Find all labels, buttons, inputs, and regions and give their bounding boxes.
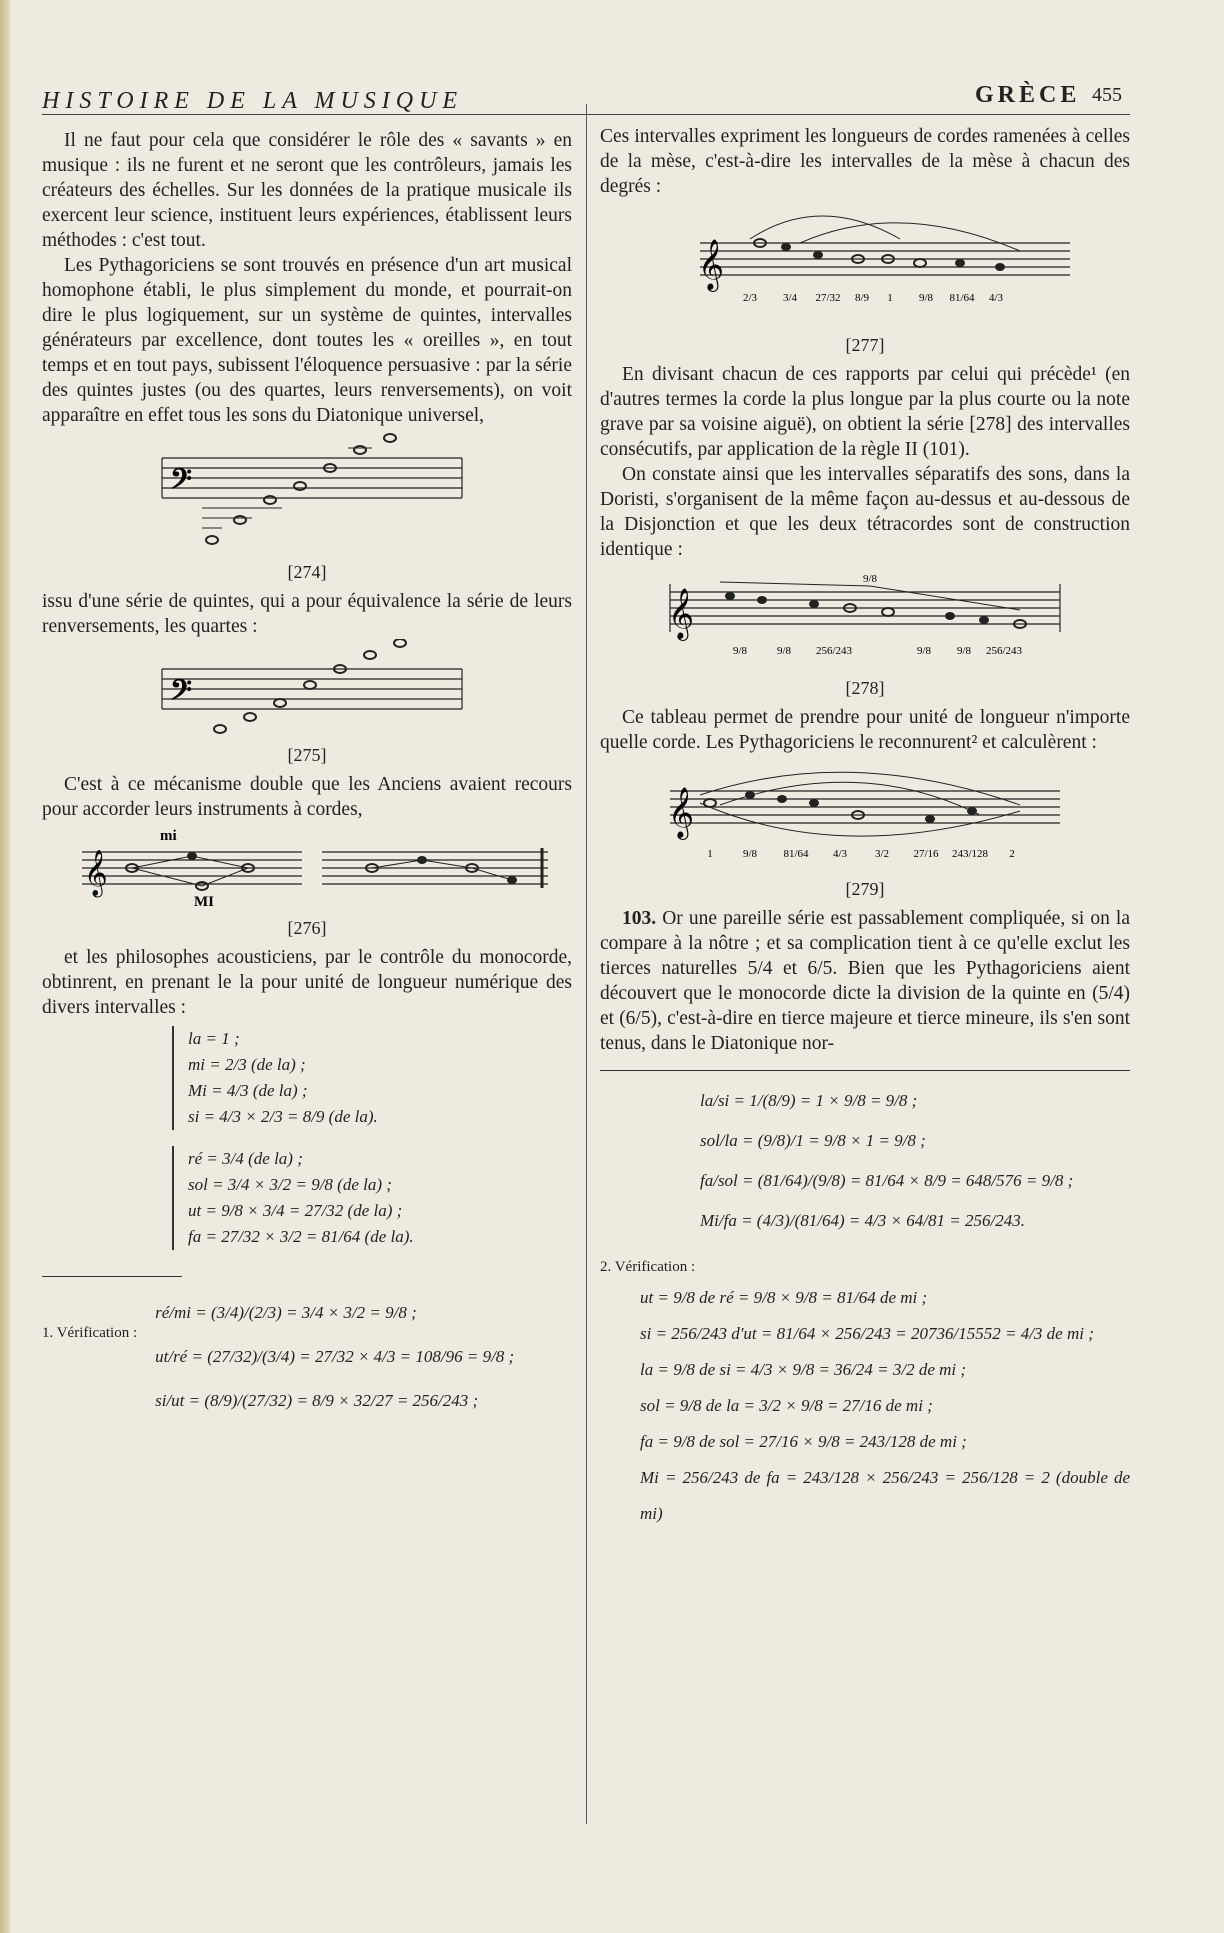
svg-text:𝄞: 𝄞: [668, 788, 695, 837]
mi-lower-label: MI: [194, 894, 214, 910]
figure-276-caption: [276]: [287, 918, 327, 938]
figure-276-staves: [42, 822, 572, 912]
mi-upper-label: mi: [160, 828, 177, 844]
ratio-277: 81/64: [949, 292, 975, 304]
ratio-277: 9/8: [918, 292, 934, 304]
left-paragraph-3: issu d'une série de quintes, qui a pour équivalence la série de leurs renversements, les quartes :: [42, 591, 572, 637]
running-head-right: GRÈCE: [975, 82, 1081, 108]
equation: si/ut = (8/9)/(27/32) = 8/9 × 32/27 = 256/243 ;: [155, 1391, 479, 1410]
equation: si = 4/3 × 2/3 = 8/9 (de la).: [188, 1107, 378, 1126]
ratio-278: 9/8: [732, 645, 748, 657]
ratio-278: 256/243: [815, 645, 853, 657]
svg-text:𝄞: 𝄞: [668, 589, 695, 638]
ratio-279: 1: [707, 848, 713, 860]
ratio-277: 27/32: [815, 292, 841, 304]
equation: ut/ré = (27/32)/(3/4) = 27/32 × 4/3 = 108/96 = 9/8 ;: [155, 1347, 515, 1366]
footnote-1: [42, 1291, 572, 1423]
svg-text:𝄞: 𝄞: [84, 850, 108, 895]
footnote-1-equations: [155, 1291, 514, 1423]
footnote-2: [600, 1255, 1130, 1532]
right-paragraph-3: On constate ainsi que les intervalles séparatifs des sons, dans la Doristi, s'organisent de la même façon au-dessus et au-dessous de la Disjonction et que les deux tétracordes sont de construction identique :: [600, 464, 1130, 560]
left-paragraph-1: Il ne faut pour cela que considérer le rôle des « savants » en musique : ils ne furent et ne seront que les contrôleurs, jamais les créateurs des échelles. Sur les données de la pratique musicale ils exercent leur science, instituent leurs expériences, établissent leurs méthodes : c'est tout.: [42, 130, 572, 251]
equation: fa = 9/8 de sol = 27/16 × 9/8 = 243/128 de mi ;: [640, 1432, 967, 1451]
page-number: 455: [1092, 84, 1122, 106]
left-column: [42, 128, 572, 1423]
equation: sol = 9/8 de la = 3/2 × 9/8 = 27/16 de mi ;: [640, 1396, 933, 1415]
figure-275-staff: [42, 639, 572, 739]
right-paragraph-5: [600, 906, 1130, 1056]
ratio-279: 4/3: [832, 848, 848, 860]
equation: la = 1 ;: [188, 1029, 240, 1048]
section-number: 103.: [622, 908, 657, 929]
ratio-279: 81/64: [783, 848, 809, 860]
ratio-278: 9/8: [916, 645, 932, 657]
page-edge: [0, 0, 10, 1933]
footnote-1-label: 1. Vérification :: [42, 1325, 138, 1341]
figure-279-staff: [600, 755, 1130, 873]
right-paragraph-4: Ce tableau permet de prendre pour unité de longueur n'importe quelle corde. Les Pythagoriciens le reconnurent² et calculèrent :: [600, 707, 1130, 753]
equation: Mi = 4/3 (de la) ;: [188, 1081, 308, 1100]
figure-277-staff: [600, 199, 1130, 329]
equations-block-1: [172, 1026, 572, 1130]
figure-278-caption: [278]: [845, 678, 885, 698]
equation: la/si = 1/(8/9) = 1 × 9/8 = 9/8 ;: [700, 1091, 918, 1110]
figure-278-staff: [600, 562, 1130, 672]
equation: ut = 9/8 de ré = 9/8 × 9/8 = 81/64 de mi ;: [640, 1288, 928, 1307]
right-column: [600, 124, 1130, 1532]
ratio-279: 2: [1009, 848, 1015, 860]
equation: la = 9/8 de si = 4/3 × 9/8 = 36/24 = 3/2 de mi ;: [640, 1360, 967, 1379]
equation: fa = 27/32 × 3/2 = 81/64 (de la).: [188, 1227, 414, 1246]
ratio-277: 1: [887, 292, 893, 304]
ratio-279: 3/2: [874, 848, 890, 860]
equation: sol/la = (9/8)/1 = 9/8 × 1 = 9/8 ;: [700, 1131, 926, 1150]
svg-text:𝄢: 𝄢: [170, 676, 192, 713]
footnote-rule: [42, 1276, 182, 1277]
footnote-2-equations: [640, 1280, 1130, 1532]
left-paragraph-4: C'est à ce mécanisme double que les Anciens avaient recours pour accorder leurs instruments à cordes,: [42, 774, 572, 820]
right-paragraph-1: Ces intervalles expriment les longueurs de cordes ramenées à celles de la mèse, c'est-à-dire les intervalles de la mèse à chacun des degrés :: [600, 126, 1130, 197]
running-head-left: HISTOIRE DE LA MUSIQUE: [42, 88, 464, 114]
figure-274-staff: [42, 428, 572, 556]
footnote-2-label: 2. Vérification :: [600, 1259, 696, 1275]
ratio-277: 4/3: [988, 292, 1004, 304]
ratio-279: 27/16: [913, 848, 939, 860]
figure-279-caption: [279]: [845, 879, 885, 899]
equation: ut = 9/8 × 3/4 = 27/32 (de la) ;: [188, 1201, 403, 1220]
ratio-278: 9/8: [862, 573, 878, 585]
equation: sol = 3/4 × 3/2 = 9/8 (de la) ;: [188, 1175, 392, 1194]
figure-275-caption: [275]: [287, 745, 327, 765]
equation: ré = 3/4 (de la) ;: [188, 1149, 303, 1168]
equation: mi = 2/3 (de la) ;: [188, 1055, 306, 1074]
equation: Mi = 256/243 de fa = 243/128 × 256/243 = 256/128 = 2 (double de mi): [640, 1468, 1130, 1523]
svg-text:𝄢: 𝄢: [170, 465, 192, 502]
equation: ré/mi = (3/4)/(2/3) = 3/4 × 3/2 = 9/8 ;: [155, 1303, 417, 1322]
ratio-277: 2/3: [742, 292, 758, 304]
svg-text:𝄞: 𝄞: [698, 240, 725, 289]
figure-277-caption: [277]: [845, 335, 885, 355]
left-paragraph-2: Les Pythagoriciens se sont trouvés en présence d'un art musical homophone établi, le plus simplement du monde, et pourrait-on dire le plus logiquement, sur un système de quintes, intervalles générateurs par excellence, dont toutes les « oreilles », en tout temps et en tout pays, subissent l'éloquence persuasive : par la série des quintes justes (ou des quartes, leurs renversements), on voit apparaître en effet tous les sons du Diatonique universel,: [42, 255, 572, 426]
equation: fa/sol = (81/64)/(9/8) = 81/64 × 8/9 = 648/576 = 9/8 ;: [700, 1171, 1074, 1190]
footnote-rule-right: [600, 1070, 1130, 1071]
equations-block-2: [172, 1146, 572, 1250]
right-paragraph-5-text: Or une pareille série est passablement compliquée, si on la compare à la nôtre ; et sa complication tient à ce qu'elle exclut les tierces naturelles 5/4 et 6/5. Bien que les Pythagoriciens aient découvert que le monocorde dicte la division de la quinte en (5/4) et (6/5), c'est-à-dire en tierce majeure et tierce mineure, ils s'en sont tenus, dans le Diatonique nor-: [600, 908, 1131, 1054]
left-paragraph-5: et les philosophes acousticiens, par le contrôle du monocorde, obtinrent, en prenant le la pour unité de longueur numérique des divers intervalles :: [42, 947, 572, 1018]
right-paragraph-2: En divisant chacun de ces rapports par celui qui précède¹ (en d'autres termes la corde la plus longue par la plus courte ou la note grave par sa voisine aiguë), on obtient la série [278] des intervalles consécutifs, par application de la règle II (101).: [600, 364, 1130, 460]
equation: si = 256/243 d'ut = 81/64 × 256/243 = 20736/15552 = 4/3 de mi ;: [640, 1324, 1094, 1343]
column-rule: [586, 104, 587, 1824]
footnote-1-continued: [700, 1081, 1130, 1241]
ratio-279: 9/8: [742, 848, 758, 860]
figure-274-caption: [274]: [287, 562, 327, 582]
ratio-278: 9/8: [956, 645, 972, 657]
equation: Mi/fa = (4/3)/(81/64) = 4/3 × 64/81 = 256/243.: [700, 1211, 1025, 1230]
ratio-278: 256/243: [985, 645, 1023, 657]
ratio-277: 8/9: [854, 292, 870, 304]
ratio-279: 243/128: [951, 848, 989, 860]
ratio-277: 3/4: [782, 292, 798, 304]
ratio-278: 9/8: [776, 645, 792, 657]
